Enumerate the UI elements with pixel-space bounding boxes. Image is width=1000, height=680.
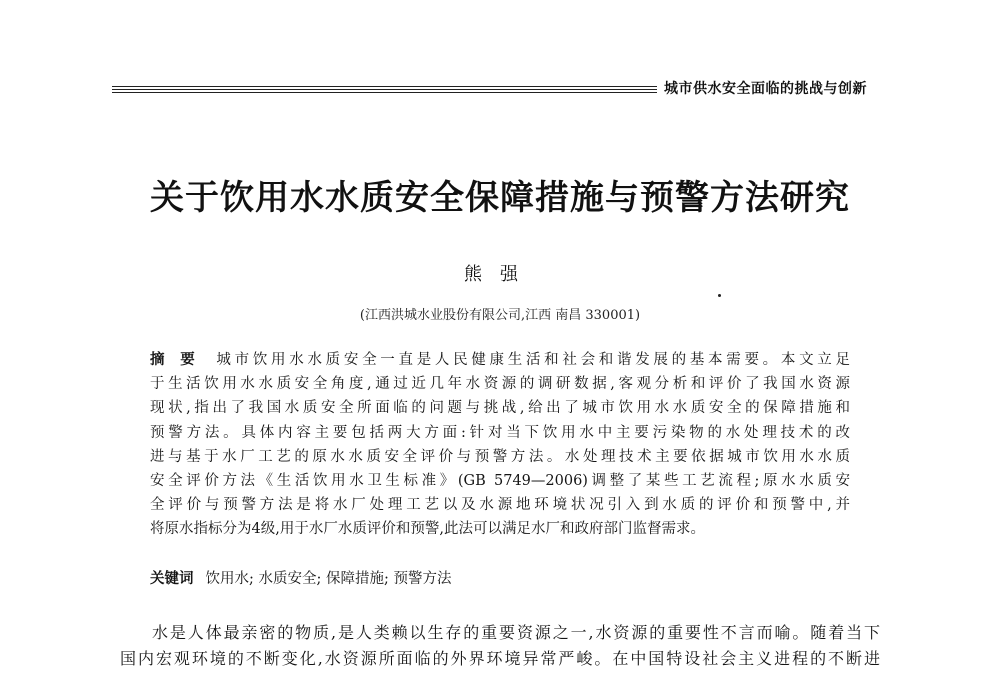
abstract-line: 安全评价方法《生活饮用水卫生标准》(GB 5749—2006)调整了某些工艺流程;原水水质安 [150, 473, 850, 490]
abstract-line: 预警方法。具体内容主要包括两大方面:针对当下饮用水中主要污染物的水处理技术的改 [150, 424, 850, 441]
abstract-line: 将原水指标分为4级,用于水厂水质评价和预警,此法可以满足水厂和政府部门监督需求。 [150, 521, 705, 538]
abstract-block [150, 348, 850, 542]
body-line: 国内宏观环境的不断变化,水资源所面临的外界环境异常严峻。在中国特设社会主义进程的不断进 [120, 649, 880, 668]
header-rule [112, 86, 657, 94]
header-rule-line [112, 92, 657, 93]
running-title: 城市供水安全面临的挑战与创新 [664, 81, 867, 97]
body-line: 水是人体最亲密的物质,是人类赖以生存的重要资源之一,水资源的重要性不言而喻。随着当下 [152, 623, 880, 642]
body-text [120, 620, 880, 672]
author-name: 熊强 [464, 264, 536, 285]
stray-mark [718, 294, 721, 297]
abstract-line: 现状,指出了我国水质安全所面临的问题与挑战,给出了城市饮用水水质安全的保障措施和 [150, 400, 850, 417]
abstract-text: 城市饮用水水质安全一直是人民健康生活和社会和谐发展的基本需要。本文立足 [216, 352, 851, 368]
keywords-label: 关键词 [150, 571, 194, 587]
abstract-label: 摘要 [150, 352, 211, 368]
article-title: 关于饮用水水质安全保障措施与预警方法研究 [150, 178, 850, 218]
keywords-block [150, 567, 451, 588]
author-affiliation: (江西洪城水业股份有限公司,江西 南昌 330001) [359, 308, 641, 323]
header-rule-line [112, 89, 657, 90]
abstract-line: 全评价与预警方法是将水厂处理工艺以及水源地环境状况引入到水质的评价和预警中,并 [150, 497, 850, 514]
abstract-line: 于生活饮用水水质安全角度,通过近几年水资源的调研数据,客观分析和评价了我国水资源 [150, 376, 850, 393]
keywords-text: 饮用水; 水质安全; 保障措施; 预警方法 [205, 571, 452, 587]
header-rule-line [112, 86, 657, 87]
abstract-line [150, 348, 850, 372]
abstract-line: 进与基于水厂工艺的原水水质安全评价与预警方法。水处理技术主要依据城市饮用水水质 [150, 448, 850, 465]
